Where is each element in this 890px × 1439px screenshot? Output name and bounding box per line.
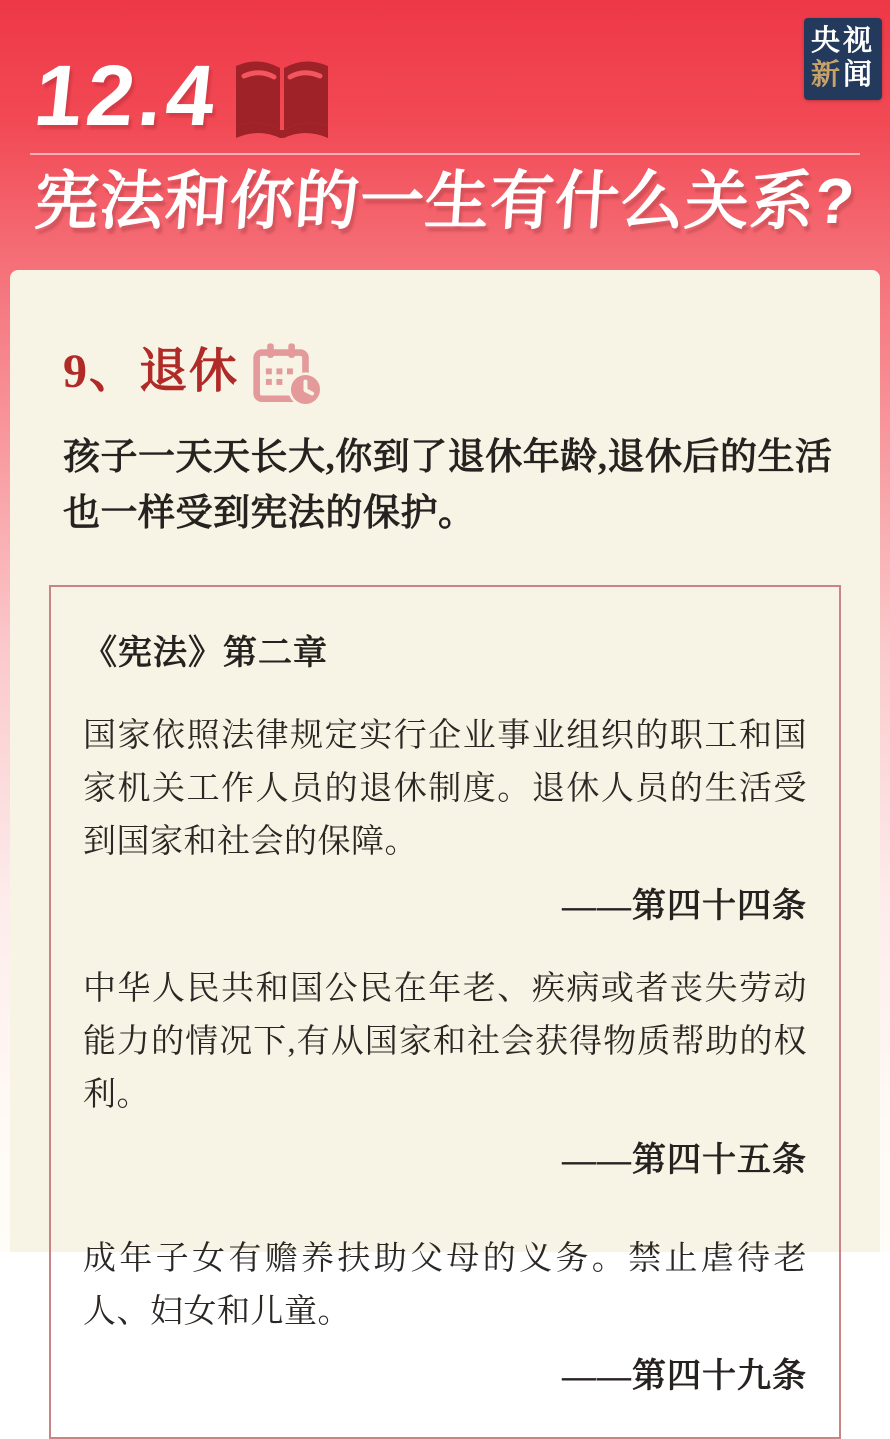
law-article <box>83 1233 807 1398</box>
calendar-clock-icon <box>251 342 323 408</box>
poster-title: 宪法和你的一生有什么关系? <box>32 165 858 237</box>
law-article <box>83 963 807 1180</box>
law-article-text: 国家依照法律规定实行企业事业组织的职工和国家机关工作人员的退休制度。退休人员的生活受到国家和社会的保障。 <box>83 718 807 860</box>
cctv-news-badge <box>804 18 882 100</box>
section-intro: 孩子一天天长大,你到了退休年龄,退休后的生活也一样受到宪法的保护。 <box>63 437 833 534</box>
content-card <box>10 270 880 1396</box>
law-quote-box <box>49 585 841 1439</box>
law-article-source: ——第四十四条 <box>562 888 807 926</box>
law-chapter-title: 《宪法》第二章 <box>83 635 328 672</box>
header-divider <box>30 153 860 155</box>
date-text: 12.4 <box>29 48 224 144</box>
law-article-source: ——第四十九条 <box>562 1358 807 1396</box>
law-article-text: 成年子女有赡养扶助父母的义务。禁止虐待老人、妇女和儿童。 <box>83 1240 807 1330</box>
law-article-source: ——第四十五条 <box>562 1141 807 1179</box>
badge-line-1: 央视 <box>810 25 875 58</box>
open-book-icon <box>232 54 332 140</box>
section-heading <box>63 336 835 408</box>
law-article <box>83 710 807 927</box>
date-row <box>29 48 332 144</box>
badge-line-2: 新闻 <box>810 59 876 91</box>
law-article-text: 中华人民共和国公民在年老、疾病或者丧失劳动能力的情况下,有从国家和社会获得物质帮助的权利。 <box>83 971 807 1113</box>
header <box>0 0 890 270</box>
section-heading-text: 9、退休 <box>63 345 240 398</box>
